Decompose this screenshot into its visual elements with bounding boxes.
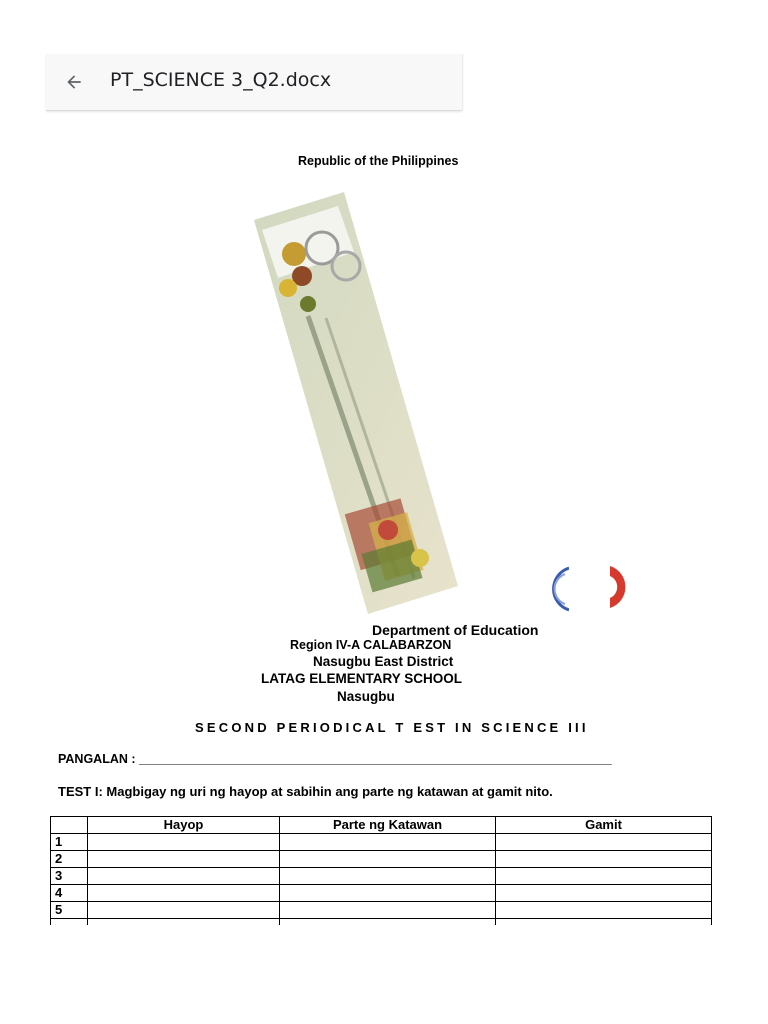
document-title: PT_SCIENCE 3_Q2.docx bbox=[110, 69, 332, 91]
document-toolbar bbox=[46, 54, 462, 111]
row-number: 3 bbox=[51, 868, 88, 885]
table-header-parte: Parte ng Katawan bbox=[280, 817, 496, 834]
parte-cell bbox=[280, 868, 496, 885]
parte-cell bbox=[280, 851, 496, 868]
table-header-row bbox=[51, 817, 712, 834]
town-name: Nasugbu bbox=[337, 689, 395, 704]
back-button[interactable] bbox=[62, 70, 86, 94]
name-label: PANGALAN : bbox=[58, 752, 136, 766]
row-number: 1 bbox=[51, 834, 88, 851]
arrow-left-icon bbox=[64, 72, 84, 92]
cut-cell bbox=[51, 919, 88, 926]
table-row bbox=[51, 868, 712, 885]
row-number: 4 bbox=[51, 885, 88, 902]
table-row-cut bbox=[51, 919, 712, 926]
test-title: SECOND PERIODICAL T EST IN SCIENCE III bbox=[195, 720, 589, 735]
table-row bbox=[51, 834, 712, 851]
test-instruction: TEST I: Magbigay ng uri ng hayop at sabihin ang parte ng katawan at gamit nito. bbox=[58, 784, 553, 799]
name-blank: ____________________________________________________________________ bbox=[139, 752, 612, 766]
region-heading: Region IV-A CALABARZON bbox=[290, 638, 452, 652]
row-number: 5 bbox=[51, 902, 88, 919]
table-header-hayop: Hayop bbox=[88, 817, 280, 834]
gamit-cell bbox=[496, 834, 712, 851]
hayop-cell bbox=[88, 834, 280, 851]
deped-banner-image bbox=[248, 186, 464, 618]
gamit-cell bbox=[496, 902, 712, 919]
hayop-cell bbox=[88, 885, 280, 902]
hayop-cell bbox=[88, 902, 280, 919]
table-row bbox=[51, 885, 712, 902]
school-name: LATAG ELEMENTARY SCHOOL bbox=[261, 671, 462, 686]
district-heading: Nasugbu East District bbox=[313, 654, 454, 669]
parte-cell bbox=[280, 885, 496, 902]
parte-cell bbox=[280, 902, 496, 919]
answer-table bbox=[50, 816, 712, 925]
school-logo-left bbox=[551, 566, 569, 612]
table-row bbox=[51, 902, 712, 919]
toolbar-edge bbox=[462, 54, 464, 110]
table-header-number bbox=[51, 817, 88, 834]
parte-cell bbox=[280, 834, 496, 851]
cut-cell bbox=[496, 919, 712, 926]
hayop-cell bbox=[88, 851, 280, 868]
department-heading: Department of Education bbox=[372, 622, 539, 638]
name-line bbox=[58, 752, 612, 766]
table-header-gamit: Gamit bbox=[496, 817, 712, 834]
cut-cell bbox=[280, 919, 496, 926]
gamit-cell bbox=[496, 851, 712, 868]
row-number: 2 bbox=[51, 851, 88, 868]
hayop-cell bbox=[88, 868, 280, 885]
gamit-cell bbox=[496, 885, 712, 902]
table-row bbox=[51, 851, 712, 868]
school-logo-right bbox=[610, 564, 628, 610]
gamit-cell bbox=[496, 868, 712, 885]
republic-heading: Republic of the Philippines bbox=[298, 154, 459, 168]
cut-cell bbox=[88, 919, 280, 926]
